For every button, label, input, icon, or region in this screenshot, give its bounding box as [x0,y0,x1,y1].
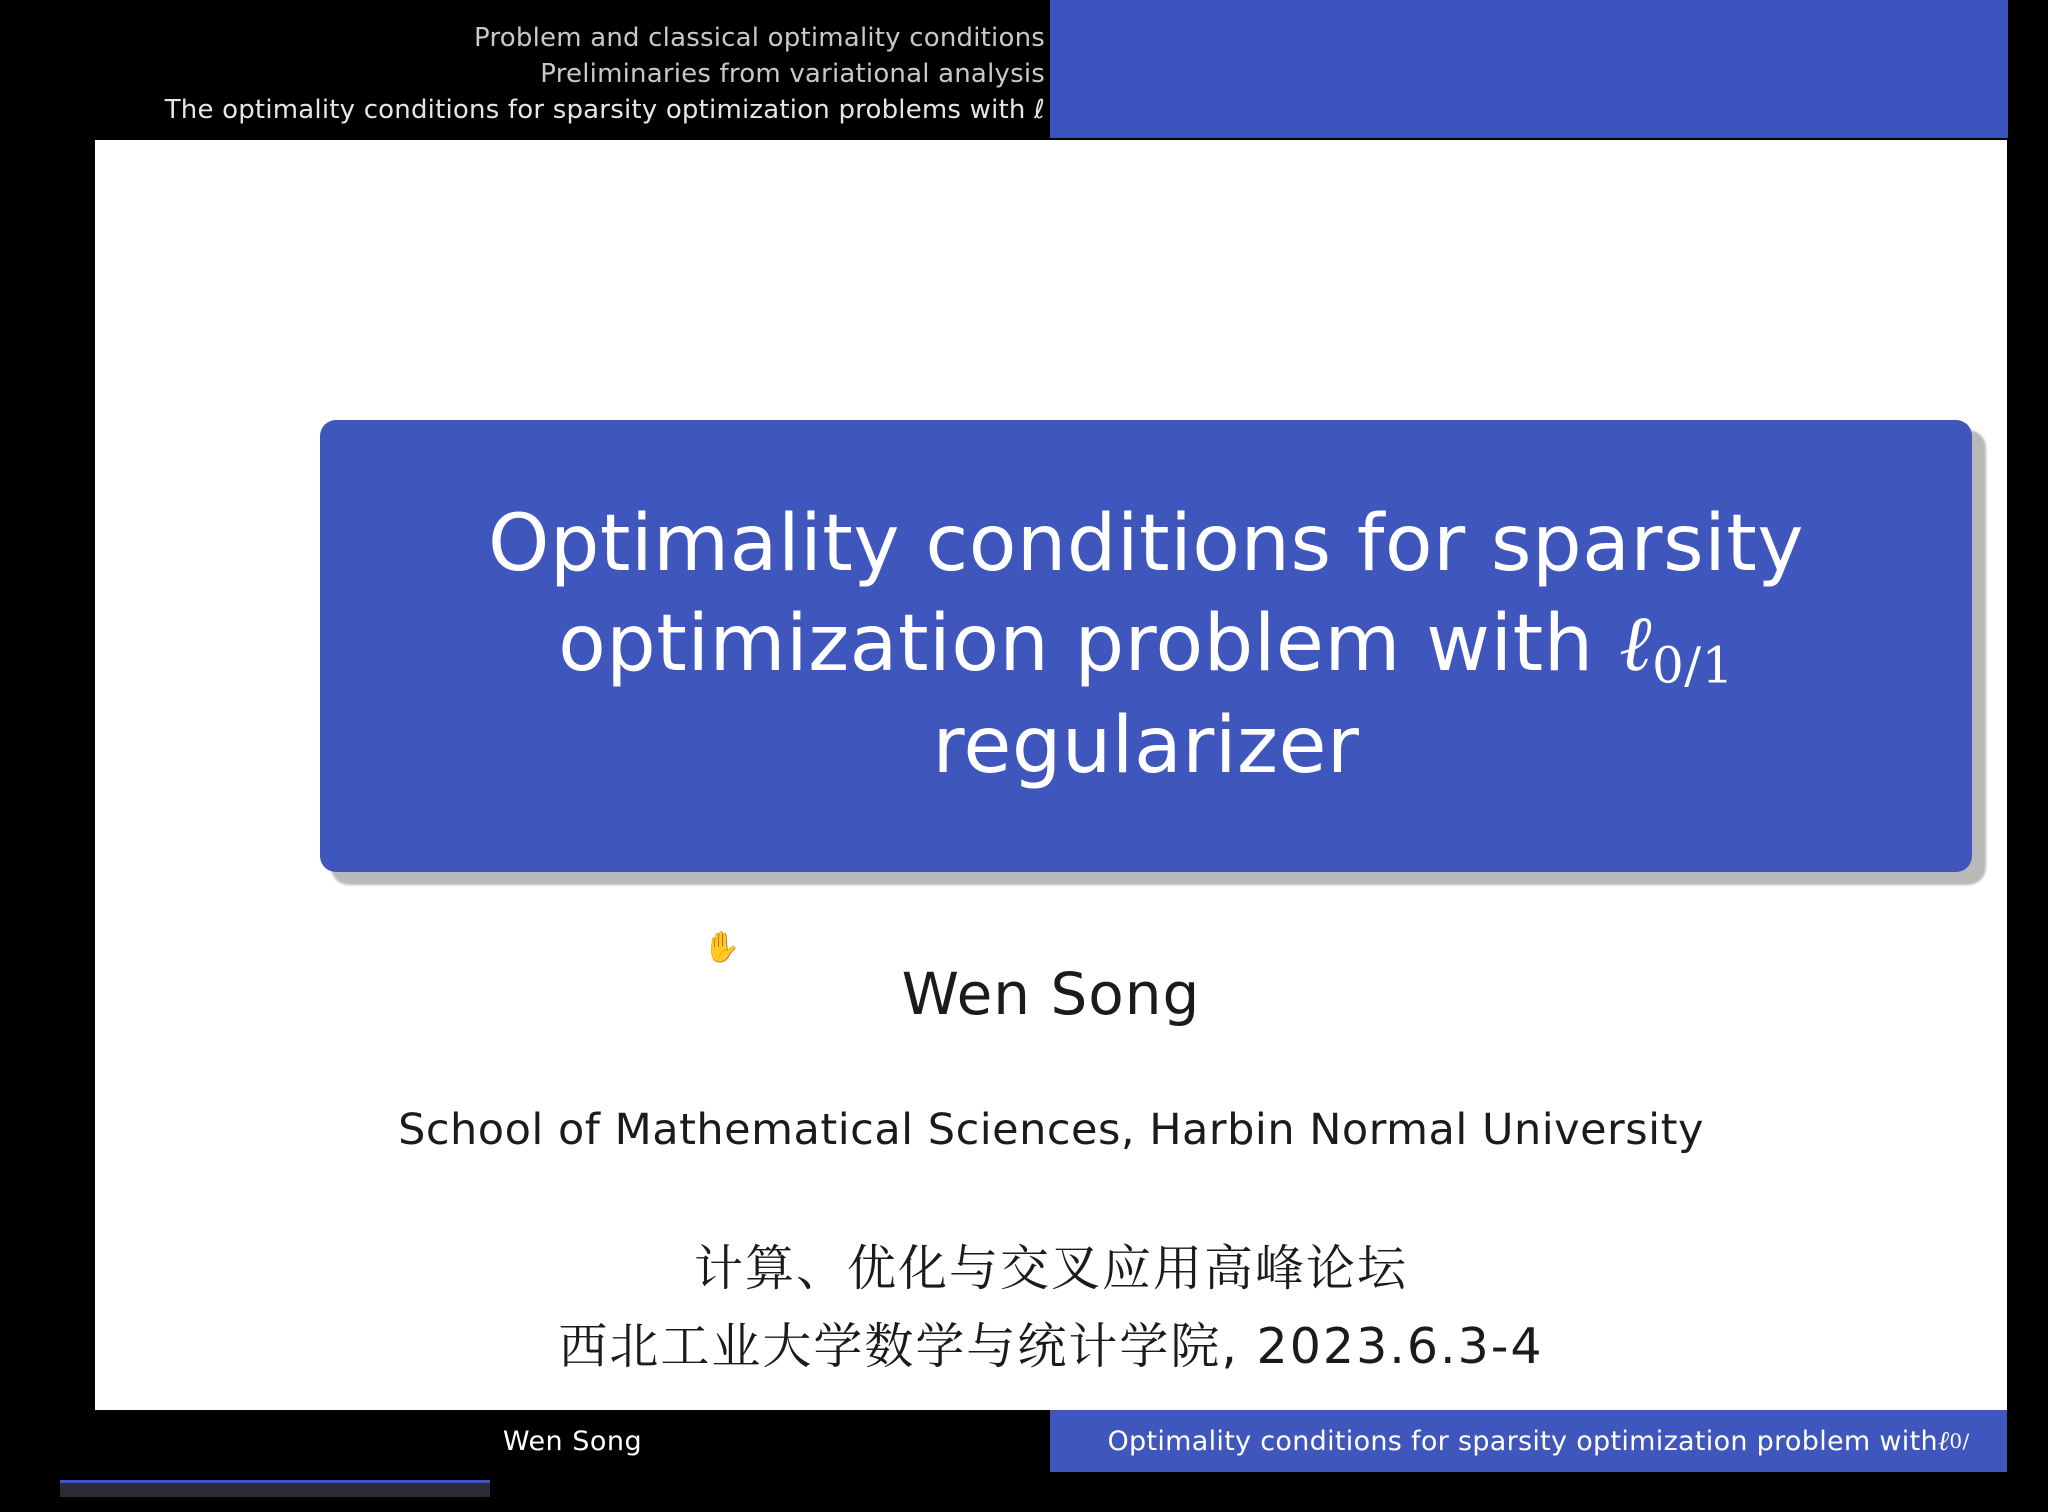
slide-header-strip [0,0,2048,140]
left-letterbox-margin [0,140,95,1410]
footer-title [1050,1410,2007,1472]
hand-cursor-icon: ✋ [703,930,741,965]
taskbar-sliver[interactable] [60,1480,490,1497]
nav-heading-3[interactable]: The optimality conditions for sparsity optimization problems with ℓ [164,95,1045,125]
footer-ell-subscript: 0/ [1949,1429,1970,1453]
footer-ell-symbol: ℓ [1937,1425,1950,1457]
author-name: Wen Song [901,960,1201,1028]
title-banner [320,420,1972,872]
nav-heading-1[interactable]: Problem and classical optimality conditions [474,23,1045,53]
nav-heading-2[interactable]: Preliminaries from variational analysis [540,59,1045,89]
affiliation: School of Mathematical Sciences, Harbin Normal University [398,1105,1704,1155]
slide-navigation-headings [0,20,1055,128]
header-accent-block [1050,0,2008,138]
ell-symbol: ℓ [1618,598,1652,689]
right-letterbox-margin [2007,140,2048,1410]
event-name: 计算、优化与交叉应用高峰论坛 [693,1240,1408,1297]
event-venue-date: 西北工业大学数学与统计学院, 2023.6.3-4 [558,1318,1544,1375]
footer-author: Wen Song [95,1410,1050,1472]
footer-title-text: Optimality conditions for sparsity optimization problem with [1107,1425,1938,1457]
slide-title-line1: Optimality conditions for sparsity [488,498,1804,589]
slide-footer [95,1410,2007,1472]
slide-title-line3: regularizer [932,701,1360,792]
ell-subscript: 0/1 [1651,636,1734,695]
slide-title [448,495,1844,797]
slide-body [95,140,2007,1410]
slide-title-line2-text: optimization problem with [558,598,1619,689]
